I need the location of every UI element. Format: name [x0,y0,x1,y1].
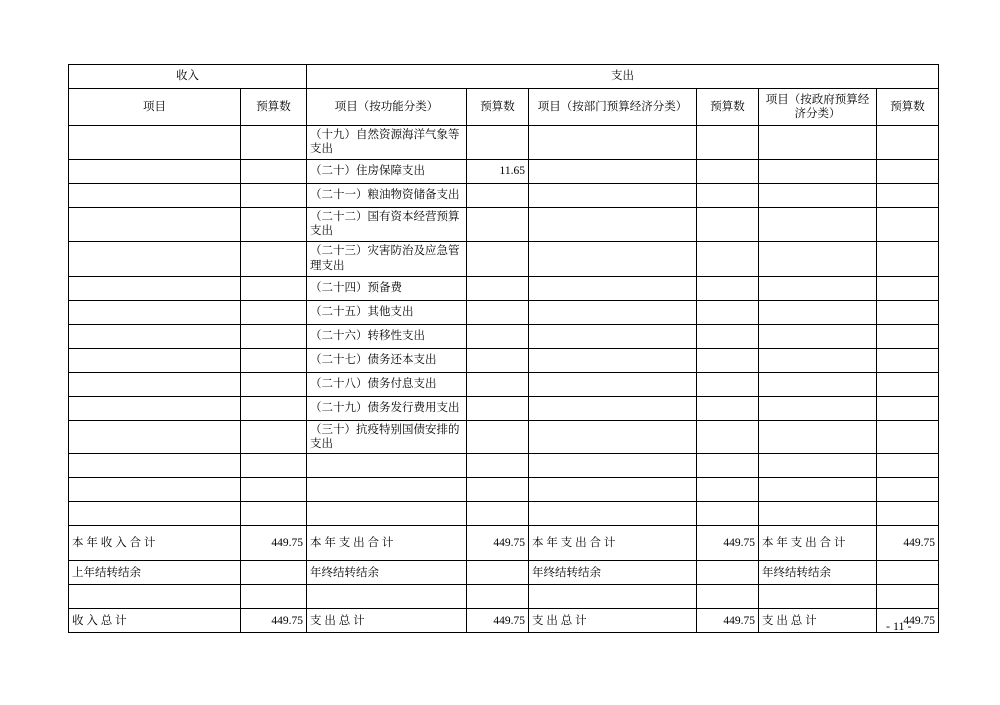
cell-gov-economic-budget [877,207,939,241]
cell-income-item [69,276,241,300]
cell-dept-economic-item [529,585,697,609]
column-header-functional-item: 项目（按功能分类） [307,89,467,126]
cell-functional-budget [467,348,529,372]
cell-dept-economic-budget [697,241,759,276]
cell-dept-economic-budget [697,276,759,300]
table-row [69,300,939,324]
cell-dept-economic-item [529,241,697,276]
cell-gov-economic-budget [877,585,939,609]
budget-table [68,64,939,633]
cell-income-budget [241,183,307,207]
cell-gov-economic-item [759,241,877,276]
cell-gov-economic-budget [877,241,939,276]
cell-income-carryover-label: 上年结转结余 [69,561,241,585]
table-row-spacer [69,585,939,609]
cell-gov-economic-item [759,478,877,502]
table-body [69,126,939,633]
cell-dept-economic-item [529,348,697,372]
cell-functional-total-year-value: 449.75 [467,526,529,561]
cell-dept-economic-total-year-label: 本 年 支 出 合 计 [529,526,697,561]
cell-income-budget [241,396,307,420]
header-columns-row [69,89,939,126]
cell-gov-economic-budget [877,420,939,454]
cell-income-item [69,159,241,183]
cell-gov-economic-item [759,585,877,609]
table-row [69,126,939,160]
column-header-gov-economic-item: 项目（按政府预算经济分类） [759,89,877,126]
cell-dept-economic-grand-total-label: 支 出 总 计 [529,609,697,633]
cell-gov-economic-budget [877,183,939,207]
table-row [69,502,939,526]
cell-income-total-year-label: 本 年 收 入 合 计 [69,526,241,561]
cell-income-budget [241,241,307,276]
cell-gov-economic-item [759,396,877,420]
table-header [69,65,939,126]
table-row-carryover [69,561,939,585]
cell-functional-budget [467,126,529,160]
cell-gov-economic-budget [877,396,939,420]
cell-gov-economic-budget [877,324,939,348]
cell-dept-economic-budget [697,585,759,609]
cell-income-budget [241,420,307,454]
column-header-gov-economic-budget: 预算数 [877,89,939,126]
cell-gov-economic-grand-total-label: 支 出 总 计 [759,609,877,633]
cell-gov-economic-item [759,126,877,160]
cell-gov-economic-budget [877,502,939,526]
cell-income-total-year-value: 449.75 [241,526,307,561]
cell-income-budget [241,276,307,300]
cell-gov-economic-budget [877,159,939,183]
cell-gov-economic-item [759,276,877,300]
column-header-functional-budget: 预算数 [467,89,529,126]
cell-functional-budget: 11.65 [467,159,529,183]
column-header-income-item: 项目 [69,89,241,126]
table-row-grand-total [69,609,939,633]
cell-dept-economic-item [529,454,697,478]
cell-dept-economic-item [529,159,697,183]
cell-dept-economic-carryover-label: 年终结转结余 [529,561,697,585]
table-row [69,420,939,454]
table-row [69,348,939,372]
cell-income-budget [241,454,307,478]
table-row-total-year [69,526,939,561]
cell-dept-economic-carryover-value [697,561,759,585]
cell-gov-economic-budget [877,276,939,300]
cell-functional-budget [467,241,529,276]
cell-income-budget [241,502,307,526]
cell-functional-item [307,502,467,526]
cell-dept-economic-budget [697,502,759,526]
column-header-dept-economic-item: 项目（按部门预算经济分类） [529,89,697,126]
cell-dept-economic-budget [697,420,759,454]
cell-functional-budget [467,585,529,609]
cell-functional-carryover-value [467,561,529,585]
cell-gov-economic-total-year-value: 449.75 [877,526,939,561]
cell-dept-economic-item [529,372,697,396]
cell-functional-budget [467,276,529,300]
cell-income-item [69,207,241,241]
cell-functional-item [307,585,467,609]
cell-income-item [69,585,241,609]
cell-dept-economic-budget [697,372,759,396]
cell-dept-economic-item [529,502,697,526]
column-header-dept-economic-budget: 预算数 [697,89,759,126]
cell-dept-economic-budget [697,159,759,183]
table-row [69,478,939,502]
cell-income-item [69,126,241,160]
cell-functional-item: （二十五）其他支出 [307,300,467,324]
table-row [69,159,939,183]
cell-income-budget [241,159,307,183]
cell-gov-economic-budget [877,478,939,502]
cell-functional-budget [467,207,529,241]
cell-functional-budget [467,502,529,526]
cell-functional-grand-total-value: 449.75 [467,609,529,633]
cell-income-grand-total-value: 449.75 [241,609,307,633]
cell-income-item [69,300,241,324]
cell-functional-budget [467,454,529,478]
cell-functional-item: （二十三）灾害防治及应急管理支出 [307,241,467,276]
cell-dept-economic-total-year-value: 449.75 [697,526,759,561]
cell-functional-grand-total-label: 支 出 总 计 [307,609,467,633]
cell-gov-economic-item [759,300,877,324]
cell-functional-item: （二十一）粮油物资储备支出 [307,183,467,207]
cell-income-budget [241,372,307,396]
header-group-income: 收入 [69,65,307,89]
cell-income-budget [241,585,307,609]
table-row [69,454,939,478]
cell-gov-economic-grand-total-value: 449.75 [877,609,939,633]
table-row [69,324,939,348]
cell-income-item [69,396,241,420]
cell-dept-economic-budget [697,183,759,207]
cell-gov-economic-total-year-label: 本 年 支 出 合 计 [759,526,877,561]
cell-dept-economic-item [529,183,697,207]
cell-functional-item: （二十二）国有资本经营预算支出 [307,207,467,241]
cell-gov-economic-item [759,159,877,183]
cell-gov-economic-item [759,207,877,241]
cell-income-budget [241,324,307,348]
table-row [69,207,939,241]
cell-functional-budget [467,420,529,454]
cell-functional-budget [467,478,529,502]
cell-functional-total-year-label: 本 年 支 出 合 计 [307,526,467,561]
cell-dept-economic-budget [697,396,759,420]
cell-income-budget [241,207,307,241]
cell-dept-economic-grand-total-value: 449.75 [697,609,759,633]
cell-dept-economic-budget [697,478,759,502]
cell-gov-economic-item [759,502,877,526]
column-header-income-budget: 预算数 [241,89,307,126]
cell-dept-economic-budget [697,207,759,241]
cell-gov-economic-item [759,183,877,207]
cell-gov-economic-budget [877,372,939,396]
cell-gov-economic-budget [877,348,939,372]
cell-functional-item: （二十四）预备费 [307,276,467,300]
cell-gov-economic-carryover-label: 年终结转结余 [759,561,877,585]
cell-dept-economic-item [529,324,697,348]
cell-dept-economic-item [529,478,697,502]
cell-income-item [69,454,241,478]
cell-dept-economic-budget [697,300,759,324]
cell-dept-economic-budget [697,126,759,160]
table-row [69,276,939,300]
cell-income-item [69,241,241,276]
cell-dept-economic-item [529,126,697,160]
cell-functional-budget [467,396,529,420]
cell-dept-economic-budget [697,454,759,478]
cell-functional-carryover-label: 年终结转结余 [307,561,467,585]
cell-gov-economic-carryover-value [877,561,939,585]
header-group-expenditure: 支出 [307,65,939,89]
cell-functional-item: （二十）住房保障支出 [307,159,467,183]
cell-gov-economic-item [759,454,877,478]
header-group-row [69,65,939,89]
cell-income-item [69,324,241,348]
table-row [69,183,939,207]
cell-functional-item: （二十七）债务还本支出 [307,348,467,372]
cell-functional-item [307,454,467,478]
cell-dept-economic-item [529,420,697,454]
cell-income-budget [241,348,307,372]
cell-income-carryover-value [241,561,307,585]
table-row [69,241,939,276]
cell-income-budget [241,126,307,160]
cell-functional-item: （二十八）债务付息支出 [307,372,467,396]
cell-dept-economic-budget [697,348,759,372]
cell-dept-economic-item [529,300,697,324]
cell-dept-economic-item [529,396,697,420]
cell-income-item [69,478,241,502]
cell-gov-economic-budget [877,300,939,324]
cell-dept-economic-item [529,276,697,300]
cell-income-item [69,372,241,396]
cell-gov-economic-item [759,372,877,396]
cell-functional-budget [467,183,529,207]
cell-income-grand-total-label: 收 入 总 计 [69,609,241,633]
cell-income-item [69,420,241,454]
page-number: - 11 - [886,619,912,633]
cell-functional-item: （三十）抗疫特别国债安排的支出 [307,420,467,454]
cell-functional-item: （二十九）债务发行费用支出 [307,396,467,420]
cell-gov-economic-item [759,324,877,348]
table-row [69,372,939,396]
cell-dept-economic-budget [697,324,759,348]
cell-gov-economic-budget [877,454,939,478]
cell-dept-economic-item [529,207,697,241]
cell-functional-item: （十九）自然资源海洋气象等支出 [307,126,467,160]
cell-functional-item [307,478,467,502]
cell-income-item [69,348,241,372]
cell-income-budget [241,300,307,324]
cell-income-item [69,183,241,207]
cell-functional-item: （二十六）转移性支出 [307,324,467,348]
cell-gov-economic-item [759,348,877,372]
cell-gov-economic-item [759,420,877,454]
cell-functional-budget [467,300,529,324]
table-row [69,396,939,420]
cell-functional-budget [467,324,529,348]
cell-income-budget [241,478,307,502]
cell-gov-economic-budget [877,126,939,160]
cell-functional-budget [467,372,529,396]
cell-income-item [69,502,241,526]
